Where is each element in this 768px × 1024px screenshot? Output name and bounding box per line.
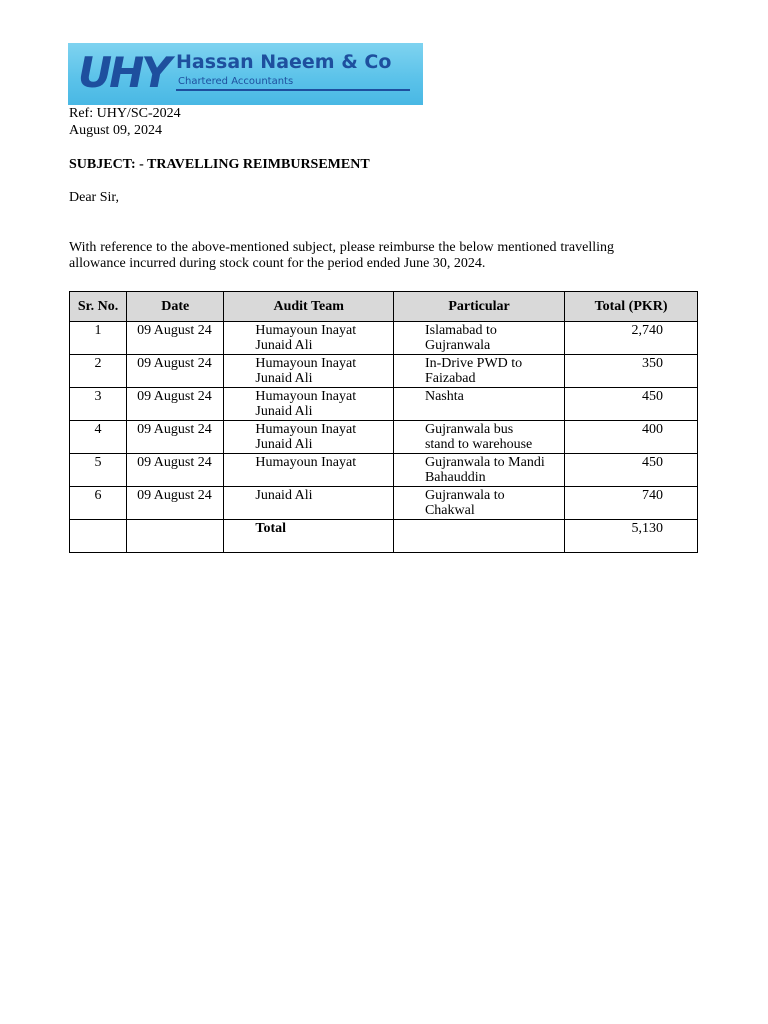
table-row (70, 487, 698, 520)
header-sr-no: Sr. No. (70, 292, 127, 322)
cell-date: 09 August 24 (127, 421, 224, 454)
cell-date: 09 August 24 (127, 355, 224, 388)
firm-name: Hassan Naeem & Co (176, 51, 392, 73)
cell-total: 350 (565, 355, 698, 388)
subject-line: SUBJECT: - TRAVELLING REIMBURSEMENT (69, 157, 370, 172)
particular-line: Gujranwala (424, 338, 491, 353)
cell-sr-no: 1 (70, 322, 127, 355)
total-row-empty-sr (70, 520, 127, 553)
table-row (70, 388, 698, 421)
cell-total: 450 (565, 454, 698, 487)
letterhead-logo (68, 43, 423, 105)
cell-particular (393, 355, 564, 388)
cell-particular (393, 421, 564, 454)
team-member: Humayoun Inayat (255, 323, 357, 338)
grand-total: 5,130 (565, 520, 698, 553)
team-member: Humayoun Inayat (255, 422, 357, 437)
team-member: Junaid Ali (255, 371, 313, 386)
cell-particular (393, 487, 564, 520)
table-row (70, 355, 698, 388)
cell-sr-no: 3 (70, 388, 127, 421)
salutation: Dear Sir, (69, 190, 119, 205)
particular-line: Faizabad (424, 371, 476, 386)
team-member: Humayoun Inayat (255, 455, 357, 470)
header-audit-team: Audit Team (224, 292, 394, 322)
table-row (70, 454, 698, 487)
table-row (70, 421, 698, 454)
cell-audit-team (224, 454, 394, 487)
cell-date: 09 August 24 (127, 487, 224, 520)
cell-audit-team (224, 421, 394, 454)
uhy-logo-mark: UHY (78, 48, 169, 97)
team-member: Junaid Ali (255, 338, 313, 353)
cell-total: 2,740 (565, 322, 698, 355)
reference-number: Ref: UHY/SC-2024 (69, 106, 181, 121)
header-particular: Particular (393, 292, 564, 322)
logo-divider (176, 89, 410, 91)
cell-date: 09 August 24 (127, 322, 224, 355)
table-header-row (70, 292, 698, 322)
cell-audit-team (224, 355, 394, 388)
reimbursement-table (69, 291, 698, 553)
cell-sr-no: 6 (70, 487, 127, 520)
header-date: Date (127, 292, 224, 322)
particular-line: Chakwal (424, 503, 475, 518)
table-row (70, 322, 698, 355)
cell-sr-no: 2 (70, 355, 127, 388)
total-row-empty-date (127, 520, 224, 553)
total-row-empty-particular (393, 520, 564, 553)
team-member: Humayoun Inayat (255, 389, 357, 404)
cell-total: 450 (565, 388, 698, 421)
firm-subtitle: Chartered Accountants (178, 76, 294, 87)
cell-audit-team (224, 388, 394, 421)
cell-total: 400 (565, 421, 698, 454)
team-member: Junaid Ali (255, 437, 313, 452)
particular-line: Gujranwala to Mandi (424, 455, 545, 470)
letter-date: August 09, 2024 (69, 123, 162, 138)
cell-date: 09 August 24 (127, 454, 224, 487)
cell-sr-no: 5 (70, 454, 127, 487)
particular-line: Islamabad to (424, 323, 497, 338)
cell-particular (393, 388, 564, 421)
cell-sr-no: 4 (70, 421, 127, 454)
table-total-row (70, 520, 698, 553)
particular-line: In-Drive PWD to (424, 356, 523, 371)
particular-line: Bahauddin (424, 470, 486, 485)
table-body (70, 322, 698, 520)
cell-particular (393, 322, 564, 355)
total-label: Total (224, 520, 394, 553)
particular-line: Gujranwala bus (424, 422, 514, 437)
team-member: Junaid Ali (255, 488, 313, 503)
cell-audit-team (224, 322, 394, 355)
particular-line: Nashta (424, 389, 464, 404)
cell-date: 09 August 24 (127, 388, 224, 421)
team-member: Junaid Ali (255, 404, 313, 419)
particular-line: stand to warehouse (424, 437, 533, 452)
body-paragraph: With reference to the above-mentioned subject, please reimburse the below mentioned travelling allowance incurred during stock count for the period ended June 30, 2024. (69, 240, 614, 271)
particular-line: Gujranwala to (424, 488, 505, 503)
cell-audit-team (224, 487, 394, 520)
header-total: Total (PKR) (565, 292, 698, 322)
cell-total: 740 (565, 487, 698, 520)
team-member: Humayoun Inayat (255, 356, 357, 371)
cell-particular (393, 454, 564, 487)
